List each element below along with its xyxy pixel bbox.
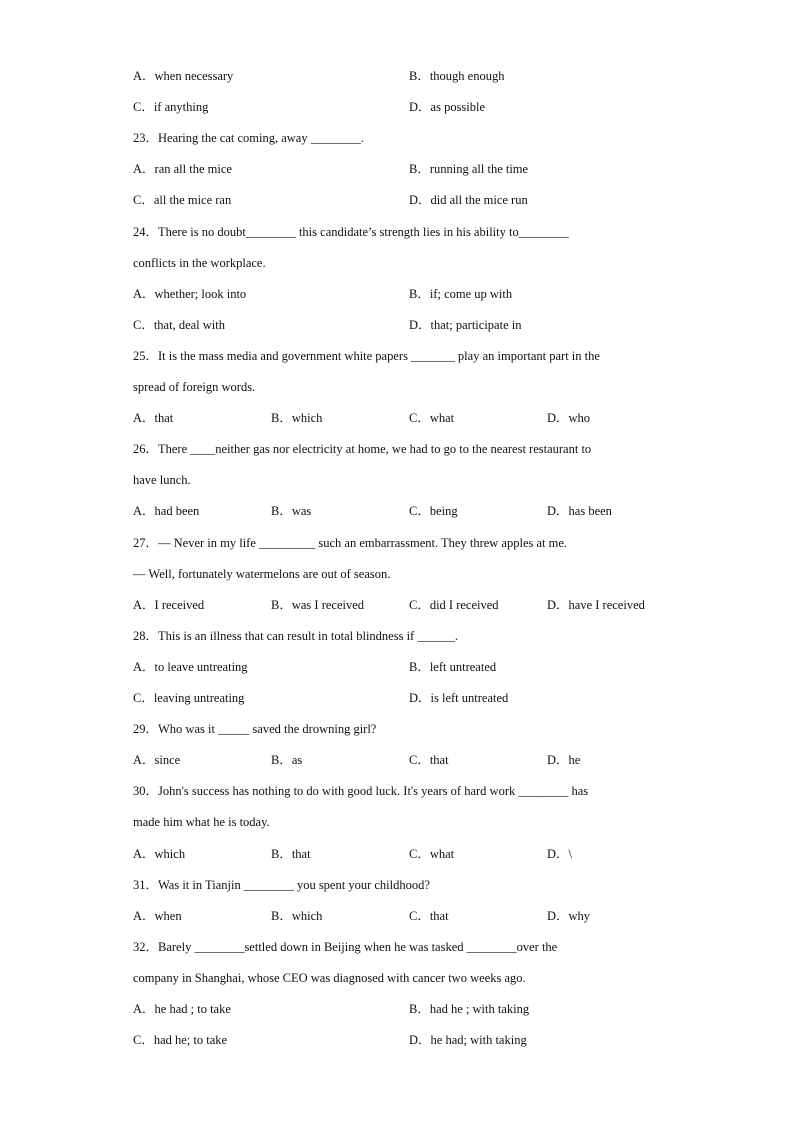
question-text-line: company in Shanghai, whose CEO was diagnosed with cancer two weeks ago. <box>133 970 526 985</box>
question-text-line: 30．John's success has nothing to do with good luck. It's years of hard work ________ has <box>133 784 589 799</box>
answer-option: C．if anything <box>133 100 209 115</box>
answer-option: D．why <box>547 908 591 923</box>
answer-options-row <box>133 190 724 210</box>
answer-option: A．to leave untreating <box>133 659 248 674</box>
answer-option: A．that <box>133 411 174 426</box>
answer-options-row <box>133 159 724 179</box>
answer-option: D．has been <box>547 504 612 519</box>
answer-option: A．he had ; to take <box>133 1002 231 1016</box>
question-text-line: 25．It is the mass media and government white papers _______ play an important part in the <box>133 348 600 363</box>
answer-options-row <box>133 408 724 428</box>
answer-option: A．had been <box>133 504 200 519</box>
answer-option: D．he had; with taking <box>409 1033 527 1048</box>
answer-option: D．\ <box>547 846 573 861</box>
answer-option: B．though enough <box>409 69 505 83</box>
question-text-line: conflicts in the workplace. <box>133 255 266 270</box>
answer-options-row <box>133 688 724 708</box>
answer-option: A．when necessary <box>133 69 234 83</box>
answer-option: B．which <box>271 411 323 426</box>
question-text-line: made him what he is today. <box>133 815 270 830</box>
answer-option: A．since <box>133 753 181 768</box>
answer-option: C．leaving untreating <box>133 691 245 705</box>
answer-option: D．did all the mice run <box>409 193 528 208</box>
answer-option: B．left untreated <box>409 659 497 674</box>
answer-options-row <box>133 999 724 1019</box>
answer-option: D．is left untreated <box>409 691 509 705</box>
answer-option: C．had he; to take <box>133 1033 228 1048</box>
answer-option: B．had he ; with taking <box>409 1002 530 1016</box>
answer-options-row <box>133 501 724 521</box>
answer-options-row <box>133 66 724 86</box>
answer-options-row <box>133 750 724 770</box>
answer-option: D．have I received <box>547 597 645 612</box>
question-text-line: 29．Who was it _____ saved the drowning girl? <box>133 722 377 737</box>
answer-options-row <box>133 906 724 926</box>
answer-option: B．if; come up with <box>409 286 513 301</box>
answer-option: D．who <box>547 411 591 426</box>
answer-option: C．that <box>409 908 449 923</box>
answer-option: B．which <box>271 908 323 923</box>
question-text-line: 26．There ____neither gas nor electricity at home, we had to go to the nearest restaurant to <box>133 442 592 457</box>
answer-option: C．what <box>409 846 455 861</box>
answer-option: B．as <box>271 753 303 768</box>
answer-option: B．running all the time <box>409 162 529 177</box>
answer-options-row <box>133 97 724 117</box>
answer-option: D．as possible <box>409 100 486 115</box>
answer-option: B．was <box>271 504 312 519</box>
answer-option: B．was I received <box>271 597 365 612</box>
question-text-line: — Well, fortunately watermelons are out of season. <box>133 566 391 581</box>
answer-option: A．which <box>133 846 186 861</box>
answer-option: C．did I received <box>409 597 499 612</box>
answer-option: A．I received <box>133 597 205 612</box>
answer-option: C．that <box>409 753 449 768</box>
answer-option: C．being <box>409 504 458 519</box>
answer-option: A．whether; look into <box>133 286 247 301</box>
question-text-line: 32．Barely ________settled down in Beijing when he was tasked ________over the <box>133 939 558 954</box>
question-text-line: 27．— Never in my life _________ such an embarrassment. They threw apples at me. <box>133 535 568 550</box>
answer-option: A．when <box>133 908 182 923</box>
answer-option: D．he <box>547 753 581 768</box>
answer-options-row <box>133 1030 724 1050</box>
answer-option: B．that <box>271 846 311 861</box>
answer-options-row <box>133 315 724 335</box>
question-text-line: have lunch. <box>133 473 191 488</box>
answer-option: A．ran all the mice <box>133 162 232 177</box>
answer-options-row <box>133 657 724 677</box>
question-text-line: 23．Hearing the cat coming, away ________. <box>133 131 364 146</box>
answer-option: C．all the mice ran <box>133 193 232 208</box>
answer-option: C．what <box>409 411 455 426</box>
question-text-line: 28．This is an illness that can result in total blindness if ______. <box>133 628 458 643</box>
question-text-line: 24．There is no doubt________ this candidate’s strength lies in his ability to________ <box>133 224 569 239</box>
answer-option: D．that; participate in <box>409 317 522 332</box>
question-text-line: 31．Was it in Tianjin ________ you spent your childhood? <box>133 877 430 892</box>
answer-options-row <box>133 595 724 615</box>
answer-option: C．that, deal with <box>133 317 225 332</box>
answer-options-row <box>133 284 724 304</box>
answer-options-row <box>133 844 724 864</box>
question-text-line: spread of foreign words. <box>133 380 256 394</box>
